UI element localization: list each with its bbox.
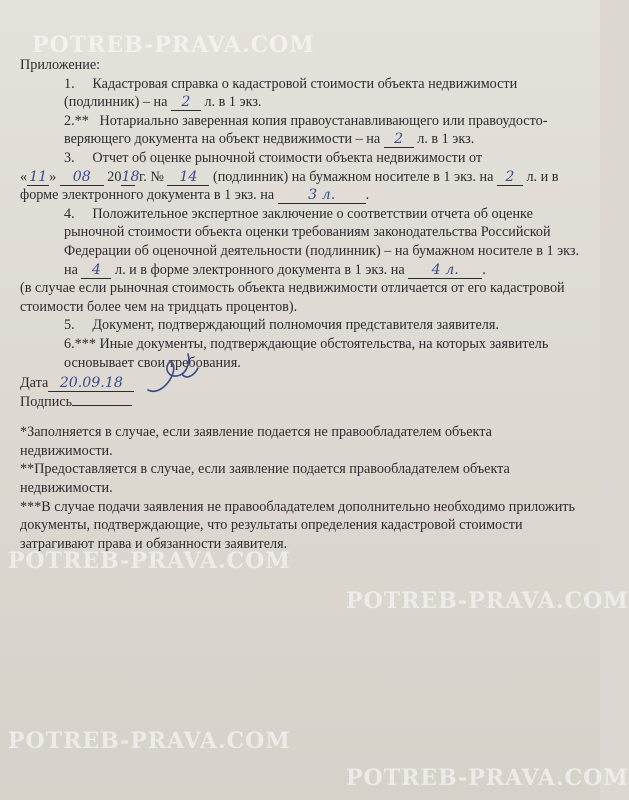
handwritten-pages: 4 л. — [408, 263, 482, 279]
watermark: POTREB-PRAVA.COM — [8, 548, 291, 574]
list-item — [20, 335, 580, 372]
item-note: (в случае если рыночная стоимость объекта недвижимости отличается от его кадастровой стоимости более чем на тридцать процентов). — [20, 280, 565, 315]
footnotes — [20, 423, 580, 553]
item-text: Положительное экспертное заключение о соответствии отчета об оценке рыночной стоимости объекта оценки требованиям законодательства Российской Федерации об оценочной деятельности (подлинник) – на бумажном носителе в 1 экз. на — [64, 205, 580, 278]
signature-scribble — [142, 350, 202, 396]
item-text: Кадастровая справка о кадастровой стоимости объекта недвижимости (подлинник) – на — [64, 75, 518, 111]
handwritten-date: 20.09.18 — [48, 376, 134, 392]
quote-mark: » — [49, 168, 57, 185]
item-text: Нотариально заверенная копия правоустанавливающего или правоудосто-веряющего документа на объект недвижимости – на — [64, 112, 548, 148]
list-item — [20, 112, 580, 149]
list-item-continued: « 11 » 08 2018 г. № 14 (подлинник) на бумажном носителе в 1 экз. на 2 л. и в форме электронного документа в 1 экз. на 3 л. . — [20, 168, 559, 204]
watermark: POTREB-PRAVA.COM — [346, 765, 629, 791]
handwritten-pages: 2 — [497, 170, 523, 186]
item-text: л. в 1 экз. — [204, 94, 262, 111]
watermark: POTREB-PRAVA.COM — [8, 728, 291, 754]
handwritten-day: 11 — [29, 168, 48, 185]
item-text: г. № — [139, 168, 164, 185]
item-number: 5. — [64, 317, 75, 334]
footnote: *Заполняется в случае, если заявление подается не правообладателем объекта недвижимости. — [20, 424, 492, 459]
footnote: ***В случае подачи заявления не правообладателем дополнительно необходимо приложить документы, подтверждающие, что результаты определения кадастровой стоимости затрагивают права и обязанности заявителя. — [20, 498, 575, 552]
attachments-heading: Приложение: — [20, 57, 101, 73]
list-item — [20, 75, 580, 112]
handwritten-pages: 2 — [384, 132, 414, 148]
signature-label: Подпись — [20, 393, 73, 410]
list-item: 4. Положительное экспертное заключение о соответствии отчета об оценке рыночной стоимости объекта оценки требованиям законодательства Российской Федерации об оценочной деятельности (подлинник) – на бумажном носителе в 1 экз. на 4 л. и в форме электронного документа в 1 экз. на 4 л. . — [64, 205, 580, 278]
footnote: **Предоставляется в случае, если заявление подается правообладателем объекта недвижимости. — [20, 461, 510, 497]
signature-blank — [72, 393, 132, 406]
date-line — [20, 374, 580, 393]
handwritten-pages: 4 — [81, 263, 111, 279]
watermark: POTREB-PRAVA.COM — [32, 32, 315, 58]
item-number: 6.*** — [64, 335, 96, 352]
handwritten-pages: 3 л. — [278, 188, 366, 204]
item-number: 3. — [64, 149, 75, 166]
item-text: Иные документы, подтверждающие обстоятельства, на которых заявитель основывает свои требования. — [64, 335, 549, 371]
item-number: 2.** — [64, 112, 89, 129]
item-text: л. и в форме электронного документа в 1 экз. на — [20, 168, 559, 204]
handwritten-month: 08 — [60, 170, 104, 186]
signature-line — [20, 393, 580, 412]
list-item — [20, 149, 580, 168]
item-number: 4. — [64, 205, 75, 222]
item-text: л. и в форме электронного документа в 1 экз. на — [114, 261, 405, 278]
handwritten-pages: 2 — [171, 95, 201, 111]
item-text: л. в 1 экз. — [417, 131, 475, 148]
quote-mark: « — [20, 168, 28, 185]
handwritten-year: 18 — [121, 168, 140, 185]
watermark: POTREB-PRAVA.COM — [346, 588, 629, 614]
item-text: Документ, подтверждающий полномочия представителя заявителя. — [92, 317, 499, 334]
item-text: (подлинник) на бумажном носителе в 1 экз. на — [212, 168, 494, 185]
date-label: Дата — [20, 375, 49, 392]
attachments-list — [20, 56, 580, 553]
handwritten-report-number: 14 — [167, 170, 209, 186]
item-text: Отчет об оценке рыночной стоимости объекта недвижимости от — [92, 149, 483, 166]
year-prefix: 20 — [107, 168, 122, 185]
item-number: 1. — [64, 75, 75, 92]
list-item — [20, 316, 580, 335]
